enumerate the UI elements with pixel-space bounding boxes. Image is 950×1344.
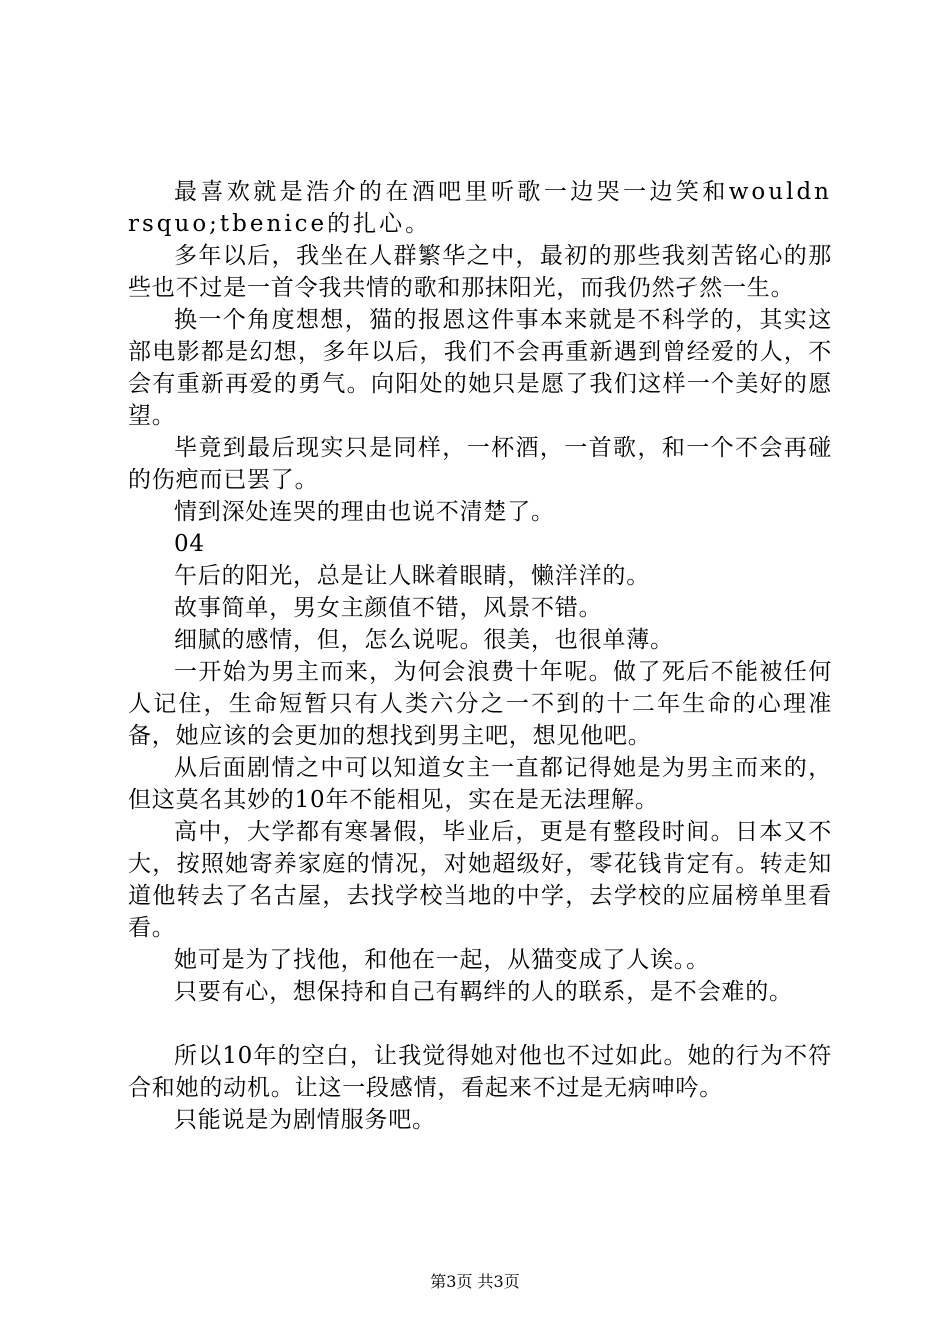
paragraph-14: 所以10年的空白，让我觉得她对他也不过如此。她的行为不符合和她的动机。让这一段感情，看起来不过是无病呻吟。	[128, 1043, 832, 1101]
paragraph-2: 多年以后，我坐在人群繁华之中，最初的那些我刻苦铭心的那些也不过是一首令我共情的歌和那抹阳光，而我仍然孑然一生。	[128, 243, 832, 301]
paragraph-13: 只要有心，想保持和自己有羁绊的人的联系，是不会难的。	[174, 979, 793, 1005]
paragraph-5: 情到深处连哭的理由也说不清楚了。	[174, 499, 555, 525]
paragraph-7: 故事简单，男女主颜值不错，风景不错。	[174, 595, 603, 621]
section-number: 04	[174, 531, 205, 557]
paragraph-12: 她可是为了找他，和他在一起，从猫变成了人诶。。	[174, 947, 710, 973]
paragraph-9: 一开始为男主而来，为何会浪费十年呢。做了死后不能被任何人记住，生命短暂只有人类六分之一不到的十二年生命的心理准备，她应该的会更加的想找到男主吧，想见他吧。	[128, 659, 832, 749]
paragraph-8: 细腻的感情，但，怎么说呢。很美，也很单薄。	[174, 627, 674, 653]
paragraph-11: 高中，大学都有寒暑假，毕业后，更是有整段时间。日本又不大，按照她寄养家庭的情况，对她超级好，零花钱肯定有。转走知道他转去了名古屋，去找学校当地的中学，去学校的应届榜单里看看。	[128, 819, 832, 941]
page-footer	[0, 1272, 950, 1292]
paragraph-6: 午后的阳光，总是让人眯着眼睛，懒洋洋的。	[174, 563, 650, 589]
paragraph-3: 换一个角度想想，猫的报恩这件事本来就是不科学的，其实这部电影都是幻想，多年以后，我们不会再重新遇到曾经爱的人，不会有重新再爱的勇气。向阳处的她只是愿了我们这样一个美好的愿望。	[128, 307, 832, 429]
paragraph-10: 从后面剧情之中可以知道女主一直都记得她是为男主而来的，但这莫名其妙的10年不能相见，实在是无法理解。	[128, 755, 832, 813]
paragraph-4: 毕竟到最后现实只是同样，一杯酒，一首歌，和一个不会再碰的伤疤而已罢了。	[128, 435, 832, 493]
page-number: 第3页 共3页	[430, 1272, 520, 1291]
paragraph-1: 最喜欢就是浩介的在酒吧里听歌一边哭一边笑和wouldnrsquo;tbenice的扎心。	[128, 179, 832, 237]
paragraph-15: 只能说是为剧情服务吧。	[174, 1107, 436, 1133]
document-body	[128, 176, 832, 1136]
